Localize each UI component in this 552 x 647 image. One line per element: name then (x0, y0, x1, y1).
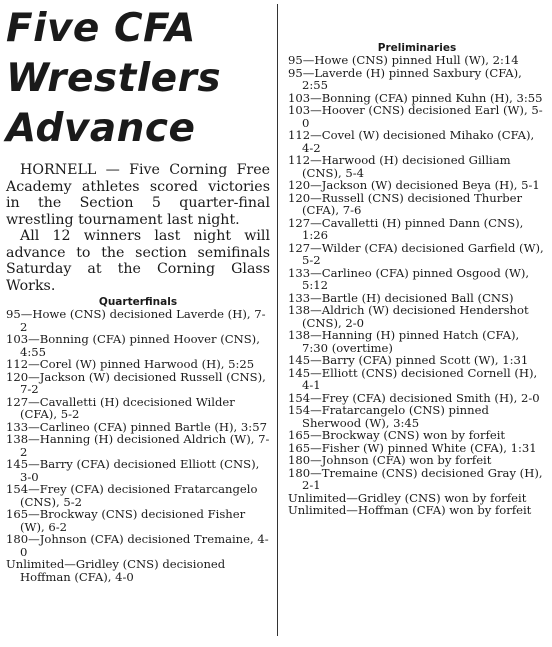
result-item: 154—Frey (CFA) decisioned Fratarcangelo (CNS), 5-2 (6, 482, 258, 509)
result-item: 95—Howe (CNS) pinned Hull (W), 2:14 (288, 53, 519, 67)
headline-line: Wrestlers (6, 56, 222, 101)
quarterfinals-title: Quarterfinals (98, 296, 178, 308)
result-item: 145—Barry (CFA) decisioned Elliott (CNS), 3-0 (6, 457, 260, 484)
result-item: 127—Cavalletti (H) pinned Dann (CNS), 1:26 (288, 215, 524, 242)
quarterfinals-list (6, 308, 270, 583)
result-item: 120—Russell (CNS) decisioned Thurber (CFA), 7-6 (288, 190, 523, 217)
result-item: 95—Laverde (H) pinned Saxbury (CFA), 2:55 (288, 65, 522, 92)
result-item: 145—Elliott (CNS) decisioned Cornell (H), 4-1 (288, 365, 538, 392)
result-item: 127—Cavalletti (H) dcecisioned Wilder (CFA), 5-2 (6, 394, 235, 421)
preliminaries-title: Preliminaries (377, 42, 457, 54)
result-item: 112—Corel (W) pinned Harwood (H), 5:25 (6, 357, 255, 371)
result-item: 165—Brockway (CNS) decisioned Fisher (W), 6-2 (6, 507, 246, 534)
left-column (6, 4, 270, 583)
result-item: 180—Johnson (CFA) won by forfeit (288, 453, 492, 467)
column-divider (277, 4, 278, 636)
result-item: 103—Bonning (CFA) pinned Kuhn (H), 3:55 (288, 90, 543, 105)
paragraph: HORNELL — Five Corning Free Academy athletes scored victories in the Section 5 quarter-final wrestling tournament last night. (6, 162, 270, 228)
result-item: 154—Fratarcangelo (CNS) pinned Sherwood (W), 3:45 (288, 403, 489, 430)
result-item: 112—Harwood (H) decisioned Gilliam (CNS), 5-4 (288, 153, 511, 180)
result-item: 127—Wilder (CFA) decisioned Garfield (W), 5-2 (288, 240, 544, 267)
result-item: 165—Brockway (CNS) won by forfeit (288, 428, 506, 442)
result-item: 133—Carlineo (CFA) pinned Osgood (W), 5:12 (288, 265, 530, 292)
result-item: 138—Hanning (H) decisioned Aldrich (W), 7-2 (6, 432, 270, 459)
result-item: 145—Barry (CFA) pinned Scott (W), 1:31 (288, 353, 529, 367)
result-item: 95—Howe (CNS) decisioned Laverde (H), 7-2 (6, 307, 266, 334)
headline-line: Five CFA (6, 6, 196, 51)
preliminaries-list (288, 54, 546, 517)
result-item: 103—Hoover (CNS) decisioned Earl (W), 5-0 (288, 103, 543, 130)
result-item: 133—Bartle (H) decisioned Ball (CNS) (288, 290, 514, 305)
headline-line: Advance (6, 106, 196, 151)
result-item: Unlimited—Gridley (CNS) decisioned Hoffman (CFA), 4-0 (6, 557, 226, 584)
result-item: 165—Fisher (W) pinned White (CFA), 1:31 (288, 440, 537, 455)
result-item: 120—Jackson (W) decisioned Russell (CNS), 7-2 (6, 369, 266, 396)
result-item: 180—Johnson (CFA) decisioned Tremaine, 4-0 (6, 532, 269, 559)
headline (6, 4, 270, 154)
result-item: 133—Carlineo (CFA) pinned Bartle (H), 3:57 (6, 419, 267, 434)
result-item: Unlimited—Gridley (CNS) won by forfeit (288, 490, 527, 505)
paragraph: All 12 winners last night will advance to the section semifinals Saturday at the Corning Glass Works. (6, 228, 270, 294)
result-item: 120—Jackson (W) decisioned Beya (H), 5-1 (288, 178, 540, 192)
right-column (288, 40, 546, 517)
result-item: Unlimited—Hoffman (CFA) won by forfeit (288, 503, 532, 517)
result-item: 180—Tremaine (CNS) decisioned Gray (H), 2-1 (288, 465, 543, 492)
result-item: 138—Aldrich (W) decisioned Hendershot (CNS), 2-0 (288, 303, 529, 330)
result-item: 154—Frey (CFA) decisioned Smith (H), 2-0 (288, 390, 540, 405)
article-body (6, 162, 270, 294)
result-item: 112—Covel (W) decisioned Mihako (CFA), 4-2 (288, 128, 535, 155)
result-item: 138—Hanning (H) pinned Hatch (CFA), 7:30 (overtime) (288, 328, 520, 355)
result-item: 103—Bonning (CFA) pinned Hoover (CNS), 4:55 (6, 332, 260, 359)
